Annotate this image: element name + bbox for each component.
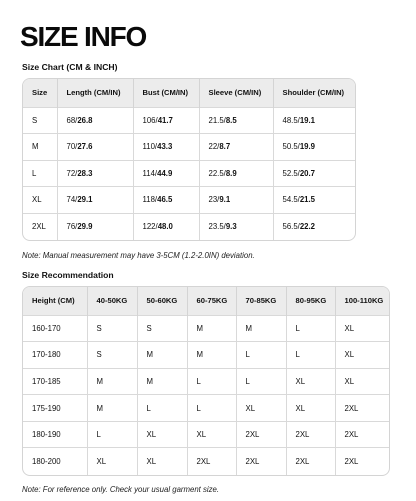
size-cell: 2XL: [187, 448, 236, 475]
table-row: [23, 315, 389, 342]
table-row: [23, 395, 389, 422]
header-weight-range: 60-75KG: [187, 287, 236, 315]
sleeve-cell: 22.5/8.9: [199, 160, 273, 187]
shoulder-cell: 48.5/19.1: [273, 107, 356, 134]
length-cell: 74/29.1: [57, 187, 133, 214]
measurement-note: Note: Manual measurement may have 3-5CM (1.2-2.0IN) deviation.: [22, 251, 255, 260]
size-cell: M: [236, 315, 286, 342]
header-size: Size: [23, 79, 57, 107]
size-cell: L: [87, 421, 137, 448]
size-cell: 2XL: [335, 448, 389, 475]
sleeve-cell: 23/9.1: [199, 187, 273, 214]
height-cell: 180-190: [23, 421, 87, 448]
size-cell: M: [23, 134, 57, 161]
height-cell: 180-200: [23, 448, 87, 475]
length-cell: 70/27.6: [57, 134, 133, 161]
sleeve-cell: 22/8.7: [199, 134, 273, 161]
size-cell: 2XL: [335, 421, 389, 448]
header-height: Height (CM): [23, 287, 87, 315]
size-cell: L: [187, 368, 236, 395]
size-cell: 2XL: [335, 395, 389, 422]
size-recommendation-table: [22, 286, 390, 476]
table-row: [23, 421, 389, 448]
size-cell: 2XL: [286, 448, 335, 475]
size-cell: M: [87, 395, 137, 422]
size-cell: 2XL: [236, 421, 286, 448]
size-cell: M: [137, 342, 187, 369]
size-cell: L: [236, 342, 286, 369]
size-cell: S: [87, 342, 137, 369]
length-cell: 72/28.3: [57, 160, 133, 187]
size-cell: XL: [335, 342, 389, 369]
table-row: [23, 342, 389, 369]
size-cell: L: [286, 342, 335, 369]
table-row: [23, 213, 356, 240]
shoulder-cell: 56.5/22.2: [273, 213, 356, 240]
size-cell: 2XL: [236, 448, 286, 475]
header-weight-range: 80-95KG: [286, 287, 335, 315]
header-weight-range: 50-60KG: [137, 287, 187, 315]
length-cell: 76/29.9: [57, 213, 133, 240]
size-cell: XL: [87, 448, 137, 475]
table-row: [23, 448, 389, 475]
reference-note: Note: For reference only. Check your usual garment size.: [22, 485, 220, 494]
recommendation-header-row: [23, 287, 389, 315]
height-cell: 170-180: [23, 342, 87, 369]
header-weight-range: 40-50KG: [87, 287, 137, 315]
size-cell: L: [236, 368, 286, 395]
header-weight-range: 70-85KG: [236, 287, 286, 315]
table-row: [23, 160, 356, 187]
size-cell: 2XL: [286, 421, 335, 448]
page-title: SIZE INFO: [20, 21, 147, 52]
size-cell: XL: [236, 395, 286, 422]
length-cell: 68/26.8: [57, 107, 133, 134]
size-cell: M: [187, 315, 236, 342]
height-cell: 175-190: [23, 395, 87, 422]
size-cell: XL: [137, 421, 187, 448]
table-row: [23, 107, 356, 134]
bust-cell: 106/41.7: [133, 107, 199, 134]
size-cell: L: [286, 315, 335, 342]
size-chart-header-row: [23, 79, 356, 107]
size-cell: L: [137, 395, 187, 422]
size-recommendation-label: Size Recommendation: [22, 270, 114, 280]
bust-cell: 110/43.3: [133, 134, 199, 161]
header-weight-range: 100-110KG: [335, 287, 389, 315]
size-cell: M: [87, 368, 137, 395]
table-row: [23, 368, 389, 395]
size-cell: XL: [286, 395, 335, 422]
bust-cell: 114/44.9: [133, 160, 199, 187]
size-chart-table: [22, 78, 356, 241]
table-row: [23, 134, 356, 161]
size-cell: S: [23, 107, 57, 134]
sleeve-cell: 21.5/8.5: [199, 107, 273, 134]
bust-cell: 122/48.0: [133, 213, 199, 240]
size-cell: XL: [137, 448, 187, 475]
header-bust: Bust (CM/IN): [133, 79, 199, 107]
size-cell: 2XL: [23, 213, 57, 240]
height-cell: 170-185: [23, 368, 87, 395]
size-chart-label: Size Chart (CM & INCH): [22, 62, 118, 72]
height-cell: 160-170: [23, 315, 87, 342]
shoulder-cell: 52.5/20.7: [273, 160, 356, 187]
shoulder-cell: 50.5/19.9: [273, 134, 356, 161]
header-shoulder: Shoulder (CM/IN): [273, 79, 356, 107]
size-cell: M: [187, 342, 236, 369]
size-cell: L: [187, 395, 236, 422]
bust-cell: 118/46.5: [133, 187, 199, 214]
shoulder-cell: 54.5/21.5: [273, 187, 356, 214]
sleeve-cell: 23.5/9.3: [199, 213, 273, 240]
table-row: [23, 187, 356, 214]
size-cell: XL: [335, 368, 389, 395]
size-cell: S: [137, 315, 187, 342]
size-cell: M: [137, 368, 187, 395]
header-length: Length (CM/IN): [57, 79, 133, 107]
size-cell: L: [23, 160, 57, 187]
size-cell: XL: [23, 187, 57, 214]
size-cell: XL: [286, 368, 335, 395]
size-cell: XL: [187, 421, 236, 448]
size-cell: XL: [335, 315, 389, 342]
header-sleeve: Sleeve (CM/IN): [199, 79, 273, 107]
size-cell: S: [87, 315, 137, 342]
